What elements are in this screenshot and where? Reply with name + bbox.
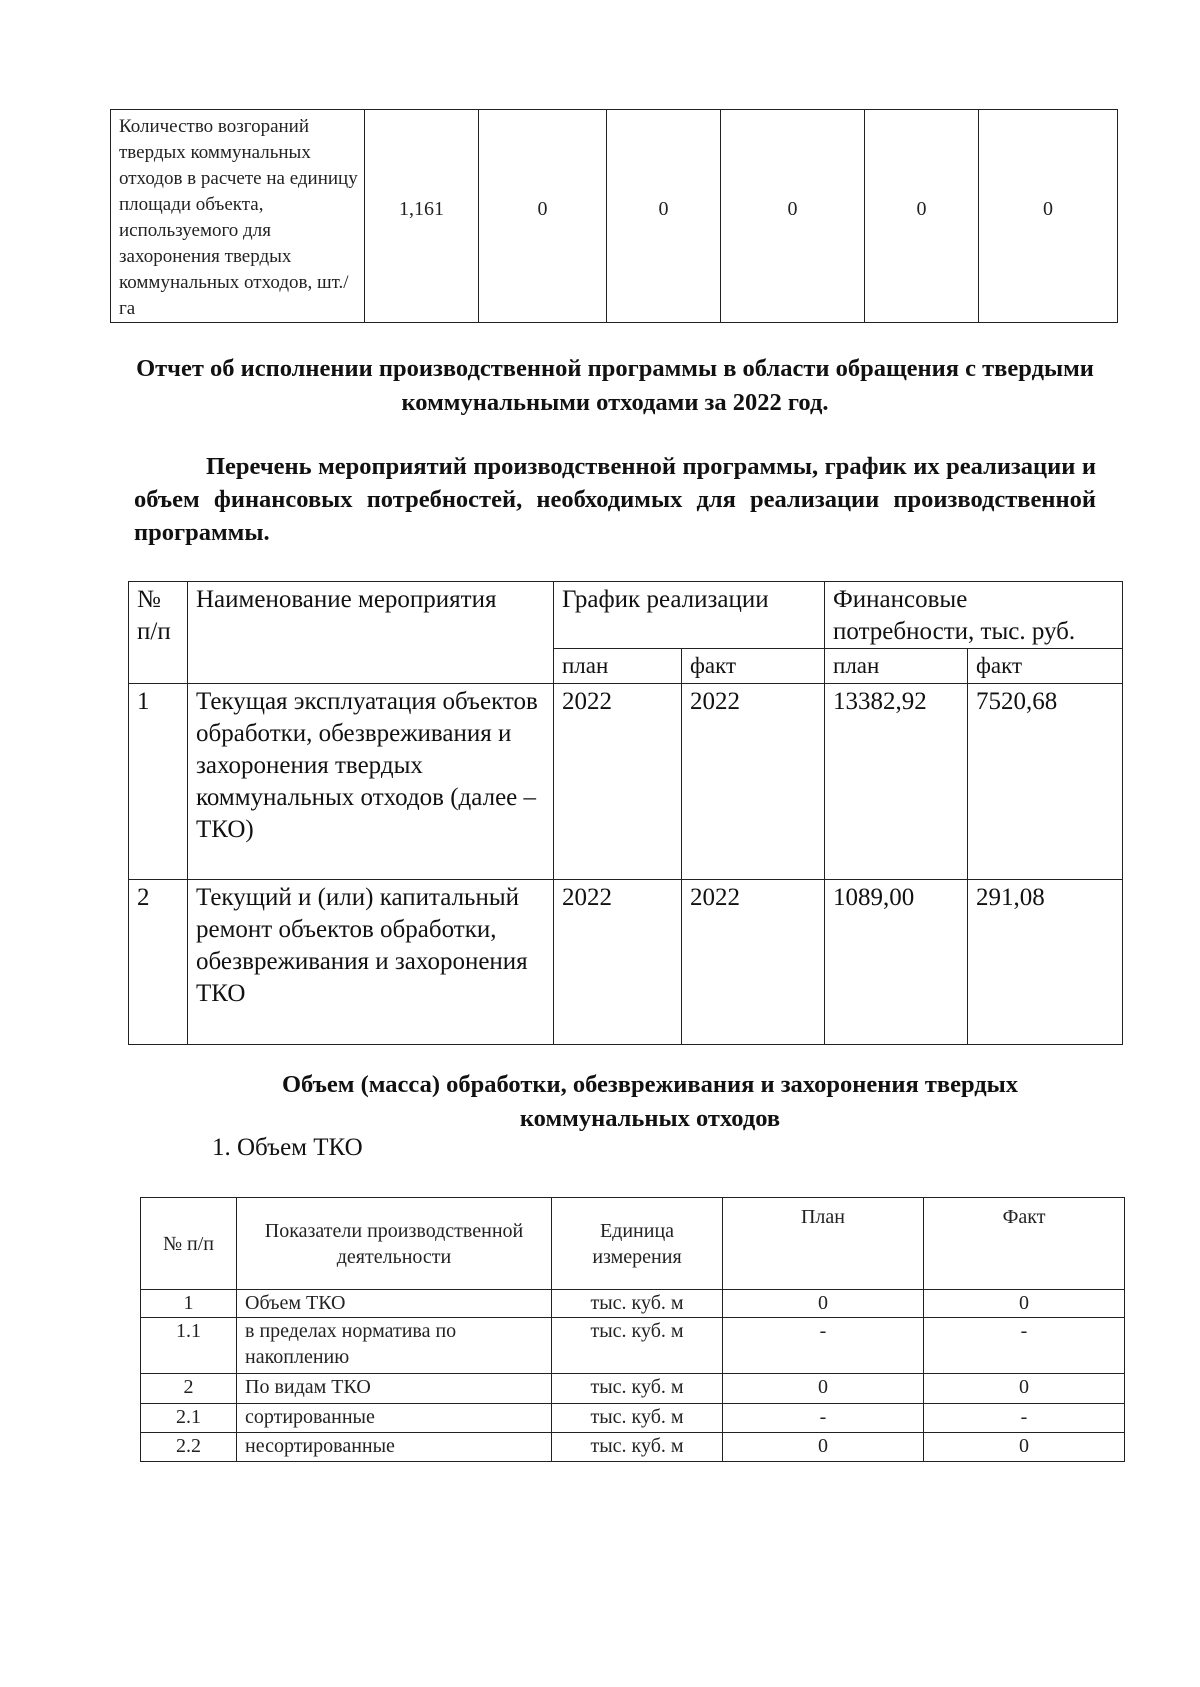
header-name: Наименование мероприятия (188, 582, 554, 684)
indicator-value: 0 (721, 110, 865, 323)
row-num: 1 (129, 684, 188, 880)
row-sched-plan: 2022 (554, 880, 682, 1045)
table-row (141, 1318, 1125, 1374)
header-row (141, 1198, 1125, 1290)
header-unit: Единица измерения (552, 1198, 723, 1290)
row-fin-fact: 7520,68 (968, 684, 1123, 880)
header-finance: Финансовые потребности, тыс. руб. (825, 582, 1123, 649)
header-plan: План (723, 1198, 924, 1290)
indicator-value: 1,161 (365, 110, 479, 323)
table-row (141, 1374, 1125, 1404)
table-row (141, 1404, 1125, 1433)
indicator-table (110, 109, 1118, 323)
row-fact: - (924, 1404, 1125, 1433)
table-row (129, 880, 1123, 1045)
row-num: 2 (141, 1374, 237, 1404)
row-name: Объем ТКО (237, 1290, 552, 1318)
row-name: По видам ТКО (237, 1374, 552, 1404)
header-num: № п/п (129, 582, 188, 684)
row-sched-plan: 2022 (554, 684, 682, 880)
row-plan: 0 (723, 1433, 924, 1462)
row-unit: тыс. куб. м (552, 1433, 723, 1462)
row-unit: тыс. куб. м (552, 1290, 723, 1318)
volume-subtitle: 1. Объем ТКО (212, 1134, 363, 1161)
row-num: 1.1 (141, 1318, 237, 1374)
row-num: 1 (141, 1290, 237, 1318)
row-unit: тыс. куб. м (552, 1404, 723, 1433)
row-sched-fact: 2022 (682, 684, 825, 880)
row-num: 2.2 (141, 1433, 237, 1462)
header-schedule-plan: план (554, 649, 682, 684)
row-name: сортированные (237, 1404, 552, 1433)
table-row (129, 684, 1123, 880)
row-fact: - (924, 1318, 1125, 1374)
row-fact: 0 (924, 1374, 1125, 1404)
header-fact: Факт (924, 1198, 1125, 1290)
table-row (111, 110, 1118, 323)
row-num: 2.1 (141, 1404, 237, 1433)
indicator-value: 0 (479, 110, 607, 323)
table-row (141, 1433, 1125, 1462)
volume-title: Объем (масса) обработки, обезвреживания и захоронения твердых коммунальных отходов (281, 1071, 1019, 1132)
volume-table (140, 1197, 1125, 1462)
row-num: 2 (129, 880, 188, 1045)
measures-table (128, 581, 1123, 1045)
header-finance-plan: план (825, 649, 968, 684)
header-schedule: График реализации (554, 582, 825, 649)
row-fin-plan: 1089,00 (825, 880, 968, 1045)
header-finance-fact: факт (968, 649, 1123, 684)
measures-title-text: Перечень мероприятий производственной программы, график их реализации и объем финансовых потребностей, необходимых для реализации производственной программы. (134, 453, 1096, 546)
row-plan: - (723, 1318, 924, 1374)
row-plan: 0 (723, 1290, 924, 1318)
header-indicators: Показатели производственной деятельности (237, 1198, 552, 1290)
row-fact: 0 (924, 1433, 1125, 1462)
row-unit: тыс. куб. м (552, 1318, 723, 1374)
header-schedule-fact: факт (682, 649, 825, 684)
indicator-value: 0 (607, 110, 721, 323)
row-name: в пределах норматива по накоплению (237, 1318, 552, 1374)
row-fin-plan: 13382,92 (825, 684, 968, 880)
header-num: № п/п (141, 1198, 237, 1290)
report-title: Отчет об исполнении производственной программы в области обращения с твердыми коммунальными отходами за 2022 год. (136, 355, 1094, 416)
row-unit: тыс. куб. м (552, 1374, 723, 1404)
row-plan: - (723, 1404, 924, 1433)
row-sched-fact: 2022 (682, 880, 825, 1045)
row-plan: 0 (723, 1374, 924, 1404)
row-fact: 0 (924, 1290, 1125, 1318)
table-row (141, 1290, 1125, 1318)
indicator-value: 0 (865, 110, 979, 323)
indicator-value: 0 (979, 110, 1118, 323)
row-name: Текущая эксплуатация объектов обработки, обезвреживания и захоронения твердых коммунальных отходов (далее – ТКО) (188, 684, 554, 880)
indicator-label: Количество возгораний твердых коммунальных отходов в расчете на единицу площади объекта, используемого для захоронения твердых коммунальных отходов, шт./га (111, 110, 365, 323)
row-name: Текущий и (или) капитальный ремонт объектов обработки, обезвреживания и захоронения ТКО (188, 880, 554, 1045)
row-name: несортированные (237, 1433, 552, 1462)
row-fin-fact: 291,08 (968, 880, 1123, 1045)
measures-title (134, 450, 1096, 549)
header-row (129, 582, 1123, 649)
